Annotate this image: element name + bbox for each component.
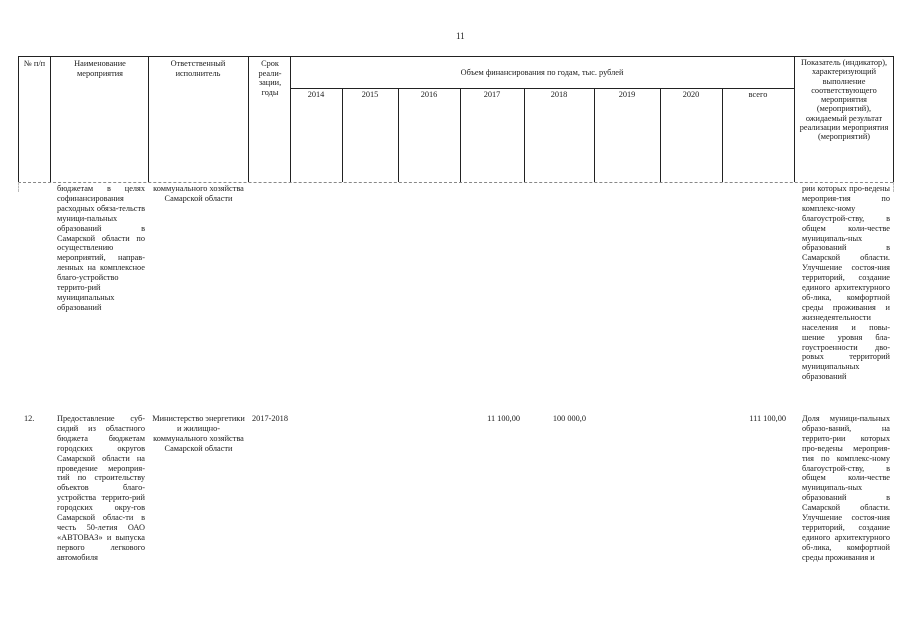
row-12-name: Предоставление суб-сидий из областного бюджета бюджетам городских округов Самарской области на проведение мероприя-тий по строительству объектов благо-устройства террито-рий городских окру-гов Самарской облас-ти в честь 50-летия ОАО «АВТОВАЗ» и выпуска первого легкового автомобиля [57,414,145,562]
col-border [398,88,399,182]
table-top-border [18,56,893,57]
year-2016: 2016 [420,90,438,99]
col-border [50,56,51,182]
year-2019: 2019 [618,90,636,99]
year-2020: 2020 [682,90,700,99]
row-12-num: 12. [24,414,35,423]
year-2018: 2018 [550,90,568,99]
header-name: Наименование мероприятия [74,59,126,78]
year-total: всего [748,90,768,99]
col-border [460,88,461,182]
row-12-term: 2017-2018 [252,414,288,423]
col-border [148,56,149,182]
header-executor: Ответственный исполнитель [170,59,226,78]
col-border [722,88,723,182]
header-finance: Объем финансирования по годам, тыс. рублей [460,68,624,77]
col-border [893,182,894,192]
col-border [524,88,525,182]
years-header-divider [290,88,794,89]
row-12-2018: 100 000,0 [552,414,586,423]
col-border [342,88,343,182]
col-border [660,88,661,182]
year-2017: 2017 [483,90,501,99]
row-12-2017: 11 100,00 [487,414,520,423]
year-2014: 2014 [307,90,325,99]
row-continued-executor: коммунального хозяйства Самарской области [153,184,244,203]
page-number: 11 [456,31,465,41]
header-term: Срок реали-зации, годы [258,59,282,97]
header-num: № п/п [23,59,46,68]
row-12-executor: Министерство энергетики и жилищно-коммунального хозяйства Самарской области [152,414,245,453]
col-border [248,56,249,182]
col-border [594,88,595,182]
header-indicator: Показатель (индикатор), характеризующий выполнение соответствующего мероприятия (мероприятий), ожидаемый результат реализации мероприятия (мероприятий) [799,58,889,142]
col-border [18,56,19,182]
col-border [794,56,795,182]
year-2015: 2015 [361,90,379,99]
row-12-indicator: Доля муници-пальных образо-ваний, на террито-рии которых про-ведены мероприя-тия по комплекс-ному благоустрой-ству, в общем коли-честве муниципаль-ных образований в Самарской области. Улучшение состоя-ния территорий, создание единого архитектурного об-лика, комфортной среды проживания и [802,414,890,562]
header-bottom-border [18,182,893,183]
row-continued-indicator: рии которых про-ведены мероприя-тия по комплекс-ному благоустрой-ству, в общем коли-честве муниципаль-ных образований в Самарской области. Улучшение состоя-ния территорий, создание единого архитектурного об-лика, комфортной среды проживания и жизнедеятельности населения и повы-шение уровня бла-гоустроенности дво-ровых территорий муниципальных образований [802,184,890,382]
col-border [893,56,894,182]
row-continued-name: бюджетам в целях софинансирования расходных обяза-тельств муници-пальных образований в Самарской области по осуществлению мероприятий, направ-ленных на комплексное благо-устройство террито-рий муниципальных образований [57,184,145,312]
row-12-total: 111 100,00 [749,414,786,423]
col-border [18,182,19,192]
